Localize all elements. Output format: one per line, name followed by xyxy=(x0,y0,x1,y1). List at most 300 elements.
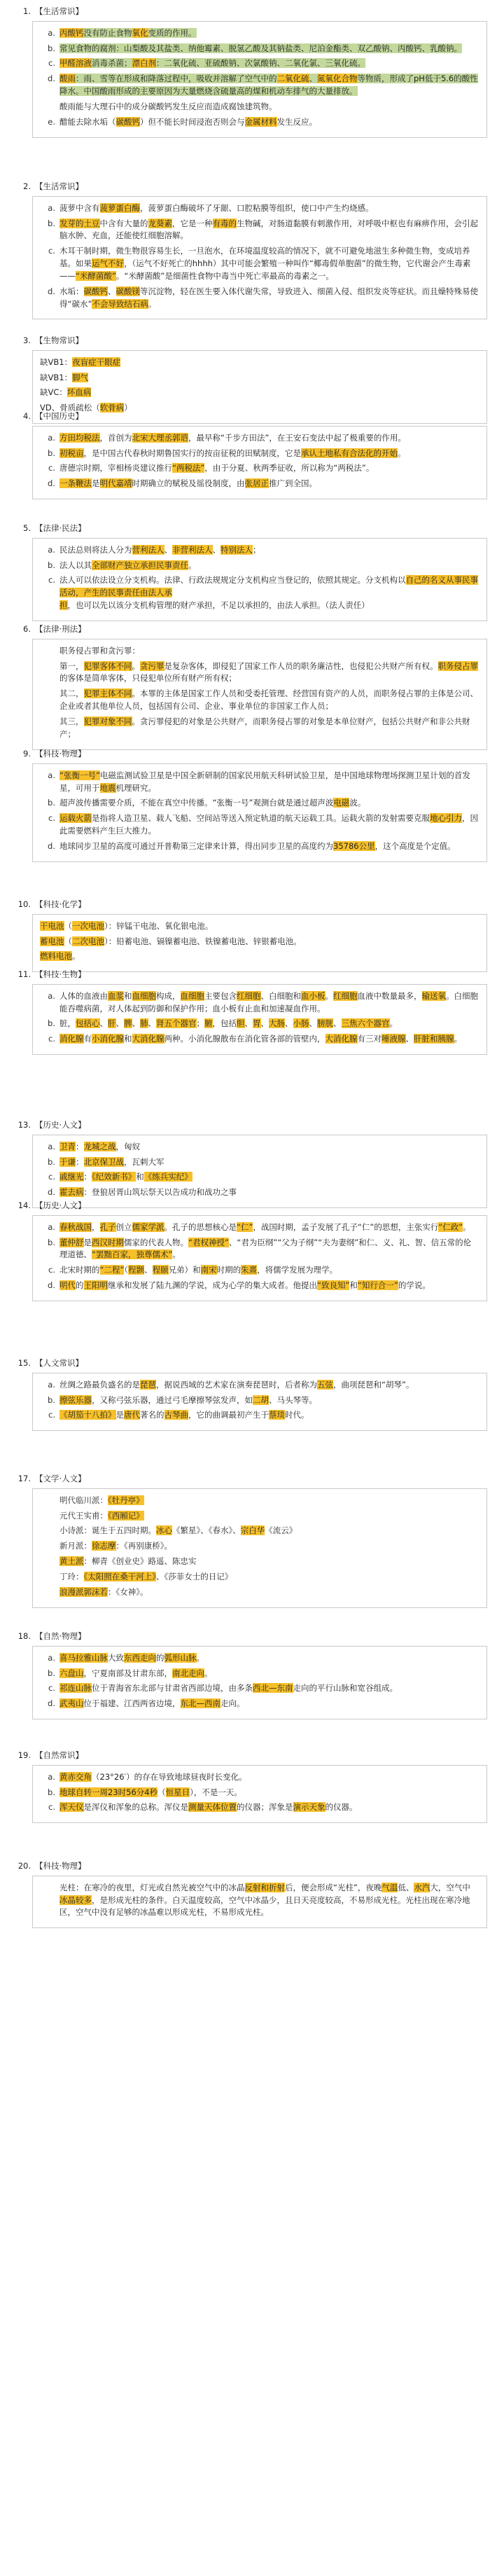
highlighted-term: 三焦六个器官 xyxy=(341,1018,390,1029)
text-run: ； xyxy=(253,544,261,555)
text-run: 走向。 xyxy=(220,1698,245,1709)
text-run: 水垢： xyxy=(59,286,84,296)
highlighted-term: 霍去病 xyxy=(59,1187,84,1198)
section-title: 【人文常识】 xyxy=(35,1358,83,1368)
note-item xyxy=(40,57,478,70)
note-card xyxy=(32,1215,487,1301)
item-marker: c. xyxy=(48,58,55,69)
text-run: 职务侵占罪和贪污罪： xyxy=(59,645,140,656)
item-text xyxy=(59,1379,478,1392)
section-heading xyxy=(13,899,491,911)
highlighted-term: 王阳明 xyxy=(83,1280,108,1291)
highlighted-term: 一条鞭法 xyxy=(59,478,92,489)
text-run: 、 xyxy=(244,1018,253,1029)
text-run: 著名的 xyxy=(140,1410,164,1420)
text-run: 大致 xyxy=(108,1652,124,1663)
section-title: 【文学·人文】 xyxy=(35,1474,86,1483)
highlighted-term: 喜马拉雅山脉 xyxy=(59,1652,108,1663)
item-marker xyxy=(40,1586,59,1599)
note-item xyxy=(40,1186,478,1199)
text-run: ： xyxy=(76,1571,84,1581)
section-heading xyxy=(13,335,491,347)
text-run: ，曲项琵琶和“胡琴”。 xyxy=(333,1379,414,1390)
section-heading xyxy=(13,410,491,423)
highlighted-term: “知行合一” xyxy=(357,1280,398,1291)
section-heading xyxy=(13,181,491,193)
item-text xyxy=(59,840,478,853)
highlighted-term: ，产生的民事责任由法人承担 xyxy=(59,588,172,611)
text-run: 电磁监测试验卫星是中国全新研制的国家民用航天科研试验卫星，是中国地球物理场探测卫星计划的首发星，可用于 xyxy=(59,770,470,793)
item-marker: c. xyxy=(48,1683,55,1694)
text-run: 两种。小消化腺散布在消化管各部的管壁内， xyxy=(164,1034,326,1044)
highlighted-term: 程颐 xyxy=(152,1265,169,1275)
note-item xyxy=(40,462,478,475)
text-run: 缺VC： xyxy=(40,387,67,398)
highlighted-term: 运气不好 xyxy=(92,258,124,269)
highlighted-term: 演示天象 xyxy=(293,1802,326,1813)
highlighted-term: 宗白华 xyxy=(240,1525,265,1536)
section-heading xyxy=(13,1473,491,1486)
highlighted-term: 龙葵素 xyxy=(148,218,172,228)
item-marker: c. xyxy=(48,813,55,824)
text-run: 。 xyxy=(196,1652,204,1663)
item-text xyxy=(59,1033,478,1046)
highlighted-term: 发芽的土豆 xyxy=(59,218,100,228)
item-text xyxy=(59,1787,478,1799)
text-run: 民法总则将法人分为 xyxy=(59,544,132,555)
highlighted-term: 蔡琰 xyxy=(269,1410,285,1420)
note-item xyxy=(40,1237,478,1262)
item-marker: c. xyxy=(48,1034,55,1044)
item-text xyxy=(59,1525,478,1537)
section-title: 【生活常识】 xyxy=(35,181,83,191)
text-run: 醋能去除水垢（ xyxy=(59,116,116,127)
item-marker: c. xyxy=(48,1172,55,1182)
note-item xyxy=(40,1771,478,1784)
item-text xyxy=(59,1882,478,1919)
text-run: 酸雨能与大理石中的成分碳酸钙发生反应而造成腐蚀建筑物。 xyxy=(59,101,277,111)
note-item xyxy=(40,478,478,490)
highlighted-term: 肾五个器官 xyxy=(156,1018,197,1029)
text-run: 缺VB1： xyxy=(40,356,73,367)
section-heading xyxy=(13,1119,491,1132)
highlighted-term: 肺 xyxy=(140,1018,148,1029)
item-marker: b. xyxy=(48,43,55,53)
note-item xyxy=(40,574,478,611)
text-run: 走向的平行山脉和宽谷组成。 xyxy=(293,1683,398,1694)
item-marker: a. xyxy=(48,544,55,555)
highlighted-term: 包括心 xyxy=(76,1018,100,1029)
section-heading xyxy=(13,1357,491,1370)
highlighted-term: 一次电池 xyxy=(72,920,104,931)
item-marker: b. xyxy=(48,448,55,458)
highlighted-term: 燃料电池 xyxy=(40,951,72,962)
highlighted-term: 反射和折射 xyxy=(244,1882,285,1892)
item-text xyxy=(59,1801,478,1814)
text-run: （ xyxy=(124,1265,129,1275)
text-run: 、“君为臣纲”“父为子纲”“夫为妻纲”和仁、义、礼、智、信五常的伦理道德、 xyxy=(59,1237,472,1260)
green-highlight-text: 、 xyxy=(309,74,317,84)
highlighted-term: 碳酸钙 xyxy=(115,116,140,127)
section-heading xyxy=(13,1750,491,1762)
highlighted-term: 董仲舒 xyxy=(59,1237,84,1247)
section-title: 【科技·化学】 xyxy=(35,899,86,909)
note-card xyxy=(32,1373,487,1431)
section-number: 17. xyxy=(18,1474,31,1483)
text-run: 构成， xyxy=(156,990,181,1001)
note-item xyxy=(40,1141,478,1154)
note-card xyxy=(32,538,487,621)
text-run: 主要包含 xyxy=(204,990,237,1001)
item-marker xyxy=(40,716,59,741)
highlighted-term: 武夷山 xyxy=(59,1698,84,1709)
item-text xyxy=(40,936,478,948)
item-marker: d. xyxy=(48,1187,55,1198)
text-run: 《流云》 xyxy=(265,1525,298,1536)
green-highlight-text: ：雨、雪等在形成和降落过程中，吸收并溶解了空气中的 xyxy=(76,74,277,84)
item-text xyxy=(59,797,478,810)
item-text xyxy=(59,1668,478,1680)
section-title: 【历史·人文】 xyxy=(35,1120,86,1130)
section xyxy=(13,1750,491,1823)
item-text xyxy=(40,920,478,933)
note-item xyxy=(40,73,478,98)
item-marker xyxy=(40,1525,59,1537)
highlighted-term: 五弦 xyxy=(317,1379,333,1390)
text-run: 。“米酵菌酸”是细菌性食物中毒当中死亡率最高的毒素之一。 xyxy=(115,270,334,281)
item-text xyxy=(59,1586,478,1599)
text-run: ：《女神》。 xyxy=(108,1586,148,1597)
highlighted-term: 浪漫派 xyxy=(59,1586,84,1597)
highlighted-term: 大消化腺 xyxy=(325,1034,358,1044)
item-text xyxy=(59,1495,478,1507)
highlighted-term: 电磁 xyxy=(333,798,350,808)
item-text xyxy=(59,1171,478,1184)
text-run: 推广到全国。 xyxy=(269,478,317,489)
item-text xyxy=(59,544,478,557)
note-item xyxy=(40,1033,478,1046)
section xyxy=(13,1200,491,1301)
highlighted-term: 坏血病 xyxy=(66,387,92,398)
highlighted-term: 膀胱 xyxy=(317,1018,333,1029)
text-run: ，它是一种 xyxy=(172,218,213,228)
highlighted-term: 郭沫若 xyxy=(83,1586,108,1597)
highlighted-term: “君权神授” xyxy=(188,1237,229,1247)
section-heading xyxy=(13,1630,491,1643)
highlighted-term: 儒家学派 xyxy=(132,1221,164,1232)
item-text xyxy=(59,688,478,713)
highlighted-term: 碳酸钙 xyxy=(83,286,108,296)
section xyxy=(13,899,491,972)
text-run: 、 xyxy=(148,1018,156,1029)
text-run: 的 xyxy=(76,1280,84,1291)
highlighted-term: 丙酸钙 xyxy=(59,27,84,38)
highlighted-term: 东西走向 xyxy=(124,1652,156,1663)
item-marker: b. xyxy=(48,798,55,808)
text-run: 、 xyxy=(108,286,116,296)
text-run: 时期的 xyxy=(216,1265,241,1275)
text-run: 、 xyxy=(99,1018,108,1029)
item-text xyxy=(59,1264,478,1277)
item-marker: d. xyxy=(48,840,55,851)
item-marker: b. xyxy=(48,218,55,228)
item-text xyxy=(59,1237,478,1262)
note-item xyxy=(40,1280,478,1292)
item-text xyxy=(59,432,478,445)
highlighted-term: 北京保卫战 xyxy=(83,1156,124,1167)
green-highlight-text: 常见食物的腐剂：山梨酸及其盐类、纳他霉素、脱氢乙酸及其钠盐类、尼泊金酯类、双乙酸钠、丙酸钙、乳酸钠。 xyxy=(59,43,462,53)
highlighted-term: 职务侵占罪 xyxy=(438,660,478,671)
text-run: ，是中国古代春秋时期鲁国实行的按亩征税的田赋制度，它是 xyxy=(83,448,301,458)
text-run: 儒家的代表人物。 xyxy=(124,1237,188,1247)
item-text xyxy=(59,1652,478,1665)
text-run: 是 xyxy=(115,1410,124,1420)
highlighted-term: 西汉时期 xyxy=(92,1237,124,1247)
highlighted-term: 甲醛溶液 xyxy=(59,58,92,69)
section-number: 3. xyxy=(23,335,31,345)
text-run: 。贪污罪侵犯的对象是公共财产，而职务侵占罪的对象是本单位财产，包括公共财产和非公共财产； xyxy=(59,716,470,739)
note-item xyxy=(40,936,478,948)
text-run: 、 xyxy=(333,1018,342,1029)
highlighted-term: 孔子 xyxy=(99,1221,116,1232)
text-run: 、 xyxy=(212,544,220,555)
text-run: （ xyxy=(64,936,72,946)
item-marker: b. xyxy=(48,1237,55,1247)
text-run: 、 xyxy=(285,1018,293,1029)
text-run: ）但不能长时间浸泡否则会与 xyxy=(140,116,245,127)
item-marker: a. xyxy=(48,202,55,213)
note-item xyxy=(40,1264,478,1277)
section-title: 【自然常识】 xyxy=(35,1750,83,1760)
highlighted-term: 犯罪客体不同 xyxy=(83,660,132,671)
item-marker xyxy=(40,688,59,713)
text-run: 。本罪的主体是国家工作人员和受委托管理、经营国有资产的人员，而职务侵占罪的主体是公司、企业或者其他单位人员，包括国有公司、企业、事业单位的非国家工作人员； xyxy=(59,688,478,712)
text-run: ，菠萝蛋白酶破坏了牙龈、口腔粘膜等组织，使口中产生灼烧感。 xyxy=(140,202,374,213)
item-text xyxy=(59,57,478,70)
highlighted-term: 《太阳照在桑干河上》 xyxy=(83,1571,156,1581)
highlighted-term: 冰晶较多 xyxy=(59,1895,92,1905)
highlighted-term: 不会导致结石病 xyxy=(92,298,148,309)
section xyxy=(13,6,491,138)
highlighted-term: 大肠 xyxy=(269,1018,285,1029)
highlighted-term: 张居正 xyxy=(244,478,269,489)
text-run: 丝绸之路最负盛名的是 xyxy=(59,1379,140,1390)
highlighted-term: 古琴曲 xyxy=(164,1410,188,1420)
note-item xyxy=(40,286,478,311)
note-item xyxy=(40,1801,478,1814)
text-run: 。 xyxy=(172,1249,181,1260)
section-title: 【法律·刑法】 xyxy=(35,624,86,634)
highlighted-term: 二胡 xyxy=(253,1394,269,1405)
text-run: 法人以其 xyxy=(59,560,92,570)
section-number: 13. xyxy=(18,1120,31,1130)
text-run: 位于青海省东北部与甘肃省西部边境，由多条 xyxy=(92,1683,253,1694)
text-run: 的仪器；浑象是 xyxy=(237,1802,293,1813)
text-run: 、 xyxy=(309,1018,317,1029)
item-text xyxy=(59,478,478,490)
item-text xyxy=(59,770,478,795)
item-marker xyxy=(40,660,59,686)
highlighted-term: 方田均税法 xyxy=(59,432,100,443)
item-marker: a. xyxy=(48,770,55,780)
section-heading xyxy=(13,1200,491,1212)
item-text xyxy=(40,356,478,369)
highlighted-term: 地震 xyxy=(99,782,116,793)
highlighted-term: 犯罪对象不同 xyxy=(83,716,132,726)
section-heading xyxy=(13,748,491,761)
highlighted-term: 大消化腺 xyxy=(132,1034,164,1044)
text-run: 有 xyxy=(83,1034,92,1044)
highlighted-term: 软骨病 xyxy=(99,403,125,413)
text-run: 发生反应。 xyxy=(276,116,317,127)
highlighted-term: 祁连山脉 xyxy=(59,1683,92,1694)
text-run: 、白细胞和 xyxy=(260,990,301,1001)
text-run: 。 xyxy=(188,560,197,570)
item-marker: a. xyxy=(48,990,55,1001)
section-number: 11. xyxy=(18,969,31,979)
highlighted-term: 输送氧 xyxy=(421,990,446,1001)
highlighted-term: “二程” xyxy=(99,1265,125,1275)
section-heading xyxy=(13,6,491,18)
item-text xyxy=(40,387,478,399)
item-text xyxy=(59,202,478,215)
highlighted-term: “张衡一号” xyxy=(59,770,100,780)
note-card xyxy=(32,196,487,320)
text-run: ，它的曲调最初产生于 xyxy=(188,1410,269,1420)
item-text xyxy=(59,1682,478,1695)
text-run: ，将儒学发展为理学。 xyxy=(257,1265,338,1275)
text-run: ：柳青《创业史》路遥、陈忠实 xyxy=(83,1556,197,1567)
highlighted-term: 徐志摩 xyxy=(92,1541,116,1551)
note-item xyxy=(40,1221,478,1234)
text-run: 的仪器。 xyxy=(325,1802,358,1813)
highlighted-term: “仁政” xyxy=(438,1221,463,1232)
note-item xyxy=(40,840,478,853)
text-run: ：登狼居胥山筑坛祭天以告成功和战功之事 xyxy=(83,1187,237,1198)
text-run: 波。 xyxy=(349,798,366,808)
text-run: 、 xyxy=(115,1018,124,1029)
text-run: 光柱：在寒冷的夜里，灯光或自然光被空气中的冰晶 xyxy=(59,1882,245,1892)
highlighted-term: 春秋战国 xyxy=(59,1221,92,1232)
item-text xyxy=(59,560,478,572)
highlighted-term: 戚继光 xyxy=(59,1172,84,1182)
item-marker: d. xyxy=(48,1698,55,1709)
highlighted-term: 初税亩 xyxy=(59,448,84,458)
item-text xyxy=(59,1156,478,1169)
text-run: 明代临川派： xyxy=(59,1495,108,1505)
text-run: 元代王实甫： xyxy=(59,1510,108,1521)
note-item xyxy=(40,387,478,399)
item-text xyxy=(59,286,478,311)
highlighted-term: 漂白剂 xyxy=(132,58,156,69)
item-text xyxy=(59,990,478,1016)
highlighted-term: 犯罪主体不同 xyxy=(83,688,132,699)
item-marker: a. xyxy=(48,1652,55,1663)
highlighted-term: 胃 xyxy=(253,1018,261,1029)
highlighted-term: 南北走向 xyxy=(172,1668,204,1678)
item-text xyxy=(59,218,478,243)
green-highlight-text: 变质的作用。 xyxy=(148,27,197,38)
note-item xyxy=(40,1379,478,1392)
item-marker xyxy=(40,101,59,113)
text-run: 继承和发展了陆九渊的学说，成为心学的集大成者。他提出 xyxy=(108,1280,317,1291)
item-marker xyxy=(40,1540,59,1553)
highlighted-term: 血浆 xyxy=(108,990,124,1001)
highlighted-term: 二次电池 xyxy=(72,936,104,946)
text-run: 后，便会形成“光柱”，夜晚 xyxy=(285,1882,382,1892)
section-title: 【生物常识】 xyxy=(35,335,83,345)
text-run: ，也可以先以该分支机构管理的财产承担，不足以承担的，由法人承担。（法人责任） xyxy=(67,600,370,611)
text-run: 。白细胞能吞噬病菌，对人体起到防御和保护作用；血小板有止血和加速凝血作用。 xyxy=(59,990,478,1013)
note-card xyxy=(32,426,487,499)
highlighted-term: “致良知” xyxy=(317,1280,350,1291)
item-marker: d. xyxy=(48,74,55,84)
highlighted-term: “米酵菌酸” xyxy=(76,270,116,281)
text-run: VD、骨质疏松（ xyxy=(40,403,100,413)
note-item xyxy=(40,356,478,369)
text-run: 、 xyxy=(260,1018,269,1029)
highlighted-term: 小肠 xyxy=(293,1018,309,1029)
highlighted-term: 《胡笳十八拍》 xyxy=(59,1410,116,1420)
text-run: ）：锌锰干电池、氧化银电池。 xyxy=(104,920,214,931)
highlighted-term: 西北—东南 xyxy=(253,1683,293,1694)
highlighted-term: 南宋 xyxy=(200,1265,217,1275)
text-run: ： xyxy=(76,1156,84,1167)
text-run: 脏， xyxy=(59,1018,76,1029)
item-text xyxy=(59,1510,478,1523)
text-run: ，因此需要燃料产生巨大推力。 xyxy=(59,813,478,836)
section-number: 2. xyxy=(23,181,31,191)
item-text xyxy=(59,574,478,611)
note-item xyxy=(40,1018,478,1030)
text-run: ，宁夏南部及甘肃东部， xyxy=(83,1668,172,1678)
item-marker: d. xyxy=(48,1280,55,1291)
item-text xyxy=(59,812,478,838)
highlighted-term: “两税法” xyxy=(172,463,205,473)
item-marker: c. xyxy=(48,1410,55,1420)
item-text xyxy=(59,448,478,460)
text-run: ，这个高度是个定值。 xyxy=(374,840,456,851)
text-run: 。 xyxy=(132,660,140,671)
highlighted-term: 唐代 xyxy=(124,1410,140,1420)
highlighted-term: 血小板 xyxy=(301,990,326,1001)
note-item xyxy=(40,27,478,40)
item-marker xyxy=(40,1882,59,1919)
text-run: 。 xyxy=(463,1221,471,1232)
note-item xyxy=(40,1525,478,1537)
text-run: ，最早称“千步方田法”，在王安石变法中起了极重要的作用。 xyxy=(188,432,406,443)
item-marker: d. xyxy=(48,286,55,296)
item-marker: a. xyxy=(48,27,55,38)
highlighted-term: 地球自转一周23时56分4秒 xyxy=(59,1787,158,1797)
text-run: 和 xyxy=(124,990,132,1001)
text-run: ），不是一天。 xyxy=(190,1787,242,1797)
highlighted-term: 承认土地私有合法化的开始 xyxy=(301,448,398,458)
text-run: 低、 xyxy=(398,1882,414,1892)
text-run: 。孔子的思想核心是 xyxy=(164,1221,237,1232)
item-marker: d. xyxy=(48,478,55,489)
text-run: 位于福建、江西两省边境， xyxy=(83,1698,181,1709)
note-item xyxy=(40,544,478,557)
note-item xyxy=(40,560,478,572)
text-run: ，瓦剌大军 xyxy=(124,1156,164,1167)
section-title: 【科技·生物】 xyxy=(35,969,86,979)
item-text xyxy=(59,27,478,40)
item-marker: e. xyxy=(48,116,55,127)
text-run: 其三， xyxy=(59,716,84,726)
section-number: 19. xyxy=(18,1750,31,1760)
section-number: 14. xyxy=(18,1200,31,1210)
